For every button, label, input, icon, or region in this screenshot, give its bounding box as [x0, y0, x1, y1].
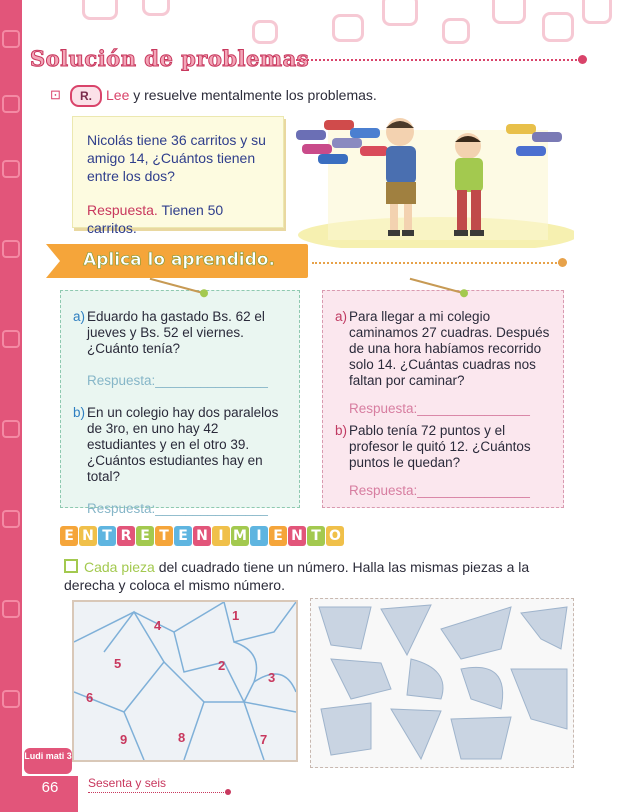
margin-square-deco	[2, 30, 20, 48]
entertainment-letter: O	[326, 526, 344, 546]
loose-puzzle-pieces	[310, 598, 574, 768]
puzzle-number: 9	[120, 732, 128, 747]
example-answer-label: Respuesta.	[87, 202, 158, 218]
apply-banner-label: Aplica lo aprendido.	[83, 250, 275, 270]
problem-b	[335, 423, 553, 499]
problem-a	[335, 309, 553, 417]
section-title: Solución de problemas	[30, 46, 310, 71]
problem-b-text: En un colegio hay dos paralelos de 3ro, en uno hay 42 estudiantes y en el otro 39. ¿Cuántos estudiantes hay en total?	[87, 405, 279, 484]
entertainment-letter: R	[117, 526, 135, 546]
answer-blank[interactable]: Respuesta:_______________	[87, 373, 268, 388]
banner-dotted-line	[312, 262, 560, 264]
activity-badge: R.	[70, 85, 102, 107]
problem-a-label: a)	[73, 309, 86, 324]
puzzle-pieces	[311, 599, 573, 767]
entertainment-letter: E	[136, 526, 154, 546]
entertainment-heading	[60, 526, 345, 552]
entertainment-letter: E	[60, 526, 78, 546]
margin-square-deco	[2, 240, 20, 258]
margin-square-deco	[2, 510, 20, 528]
entertainment-letter: N	[288, 526, 306, 546]
entertainment-letter: T	[98, 526, 116, 546]
instruction-text	[106, 87, 377, 103]
example-note	[72, 116, 284, 236]
entertainment-letter: E	[174, 526, 192, 546]
problem-b	[73, 405, 287, 517]
instruction-verb: Lee	[106, 87, 130, 103]
margin-square-deco	[2, 160, 20, 178]
bullet-square-icon	[64, 559, 78, 573]
margin-square-deco	[2, 420, 20, 438]
entertainment-letter: N	[193, 526, 211, 546]
title-dotted-line	[296, 59, 580, 61]
margin-square-deco	[2, 330, 20, 348]
puzzle-number: 7	[260, 732, 268, 747]
banner-line-dot	[558, 258, 567, 267]
entertainment-letter: I	[250, 526, 268, 546]
activity-icon: ⊡	[50, 87, 61, 102]
entertainment-letter: E	[269, 526, 287, 546]
answer-blank[interactable]: Respuesta:_______________	[87, 501, 268, 516]
puzzle-number: 1	[232, 608, 240, 623]
entertainment-letter: T	[307, 526, 325, 546]
margin-square-deco	[2, 95, 20, 113]
margin-square-deco	[2, 600, 20, 618]
entertainment-letter: I	[212, 526, 230, 546]
answer-blank[interactable]: Respuesta:_______________	[349, 483, 530, 498]
margin-square-deco	[2, 690, 20, 708]
problem-card-left	[60, 290, 300, 516]
puzzle-number: 8	[178, 730, 186, 745]
problem-a-label: a)	[335, 309, 348, 324]
puzzle-instruction	[64, 558, 534, 594]
instruction-rest: y resuelve mentalmente los problemas.	[129, 87, 377, 103]
footer-line-dot	[225, 789, 231, 795]
problem-b-label: b)	[335, 423, 348, 438]
problem-card-right	[322, 290, 564, 508]
pin-icon	[150, 278, 205, 294]
puzzle-number: 2	[218, 658, 226, 673]
boys-with-cars-illustration	[288, 110, 574, 248]
top-decoration	[22, 0, 618, 44]
ludimati-logo: Ludi mati 3	[24, 748, 72, 774]
page-number-words: Sesenta y seis	[88, 776, 167, 790]
task-rest: del cuadrado tiene un número. Halla las mismas piezas a la derecha y coloca el mismo número.	[64, 559, 530, 593]
example-answer	[87, 201, 269, 237]
entertainment-letter: M	[231, 526, 249, 546]
entertainment-letter: T	[155, 526, 173, 546]
page-margin-strip	[0, 0, 22, 812]
answer-blank[interactable]: Respuesta:_______________	[349, 401, 530, 416]
title-line-dot	[578, 55, 587, 64]
puzzle-number: 4	[154, 618, 162, 633]
pin-icon	[410, 278, 465, 294]
puzzle-number: 3	[268, 670, 276, 685]
numbered-puzzle-square	[72, 600, 298, 762]
problem-b-label: b)	[73, 405, 86, 420]
example-problem: Nicolás tiene 36 carritos y su amigo 14, ¿Cuántos tienen entre los dos?	[87, 132, 266, 184]
page-number: 66	[22, 776, 78, 812]
example-answer-text: Tienen 50 carritos.	[87, 202, 224, 236]
puzzle-number: 5	[114, 656, 122, 671]
puzzle-number: 6	[86, 690, 94, 705]
entertainment-letter: N	[79, 526, 97, 546]
problem-a-text: Para llegar a mi colegio caminamos 27 cuadras. Después de una hora habíamos recorrido solo 14. ¿Cuántas cuadras nos faltan por caminar?	[349, 309, 550, 388]
task-highlight: Cada pieza	[84, 559, 155, 575]
problem-a	[73, 309, 287, 389]
problem-a-text: Eduardo ha gastado Bs. 62 el jueves y Bs. 52 el viernes. ¿Cuánto tenía?	[87, 309, 265, 356]
footer-dotted-line	[88, 792, 228, 793]
problem-b-text: Pablo tenía 72 puntos y el profesor le quitó 12. ¿Cuántos puntos le quedan?	[349, 423, 531, 470]
